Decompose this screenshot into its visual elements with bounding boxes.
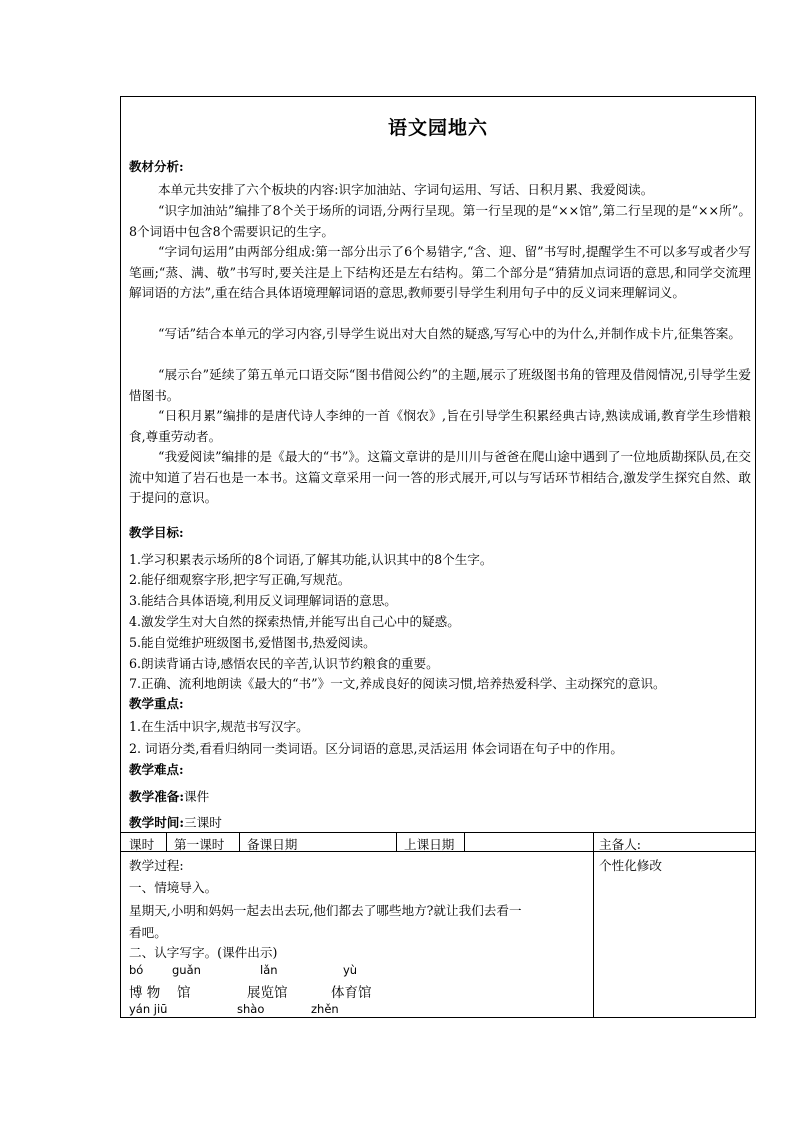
pinyin-shao: shào bbox=[237, 1002, 265, 1016]
analysis-paragraph-1: 本单元共安排了六个板块的内容:识字加油站、字词句运用、写话、日积月累、我爱阅读。 bbox=[157, 182, 654, 197]
key-points-heading: 教学重点: bbox=[129, 696, 184, 711]
goal-item-6: 6.朗读背诵古诗,感悟农民的辛苦,认识节约粮食的重要。 bbox=[129, 656, 439, 671]
key-point-1: 1.在生活中识字,规范书写汉字。 bbox=[129, 719, 309, 734]
analysis-paragraph-4: “写话”结合本单元的学习内容,引导学生说出对大自然的疑惑,写写心中的为什么,并制作成卡片,征集答案。 bbox=[157, 326, 741, 341]
analysis-paragraph-6: “日积月累”编排的是唐代诗人李绅的一首《悯农》,旨在引导学生积累经典古诗,熟读成诵,教育学生珍惜粮食,尊重劳动者。 bbox=[129, 408, 751, 444]
col-divider-2 bbox=[239, 832, 240, 851]
word-tiyuguan: 体育馆 bbox=[331, 985, 372, 1001]
goal-item-1: 1.学习积累表示场所的8个词语,了解其功能,认识其中的8个生字。 bbox=[129, 552, 493, 567]
pinyin-guan: guǎn bbox=[172, 963, 201, 977]
goal-item-4: 4.激发学生对大自然的探索热情,并能写出自己心中的疑惑。 bbox=[129, 614, 460, 629]
goal-item-5: 5.能自觉维护班级图书,爱惜图书,热爱阅读。 bbox=[129, 635, 376, 650]
side-column-label: 个性化修改 bbox=[599, 858, 662, 873]
word-bowu: 博 物 bbox=[129, 985, 161, 1001]
cell-prep-date: 备课日期 bbox=[247, 837, 298, 852]
col-divider-3 bbox=[396, 832, 397, 851]
col-divider-4 bbox=[464, 832, 465, 851]
cell-class-date: 上课日期 bbox=[404, 837, 455, 852]
pinyin-yanjiu: yán jiū bbox=[129, 1002, 168, 1016]
word-guan: 馆 bbox=[177, 985, 191, 1001]
prep-heading: 教学准备: bbox=[129, 789, 185, 804]
key-point-2: 2. 词语分类,看看归纳同一类词语。区分词语的意思,灵活运用 体会词语在句子中的作用。 bbox=[129, 741, 623, 756]
analysis-paragraph-3: “字词句运用”由两部分组成:第一部分出示了6个易错字,“含、迎、留”书写时,提醒学生不可以多写或者少写笔画;“蒸、满、敬”书写时,要关注是上下结构还是左右结构。第二个部分是“猜猜加点词语的意思,和同学交流理解词语的方法”,重在结合具体语境理解词语的意思,教师要引导学生利用句子中的反义词来理解词义。 bbox=[129, 244, 751, 300]
cell-main-preparer: 主备人: bbox=[599, 837, 642, 852]
pinyin-yu: yù bbox=[343, 963, 358, 977]
difficulty-heading: 教学难点: bbox=[129, 762, 184, 777]
analysis-paragraph-7: “我爱阅读”编排的是《最大的“书”》。这篇文章讲的是川川与爸爸在爬山途中遇到了一位地质勘探队员,在交流中知道了岩石也是一本书。这篇文章采用一问一答的形式展开,可以与写话环节相结合,激发学生探究自然、敢于提问的意识。 bbox=[129, 449, 751, 505]
pinyin-lan: lǎn bbox=[260, 963, 278, 977]
col-divider-5 bbox=[593, 832, 594, 1018]
analysis-heading: 教材分析: bbox=[129, 159, 184, 174]
goal-item-3: 3.能结合具体语境,利用反义词理解词语的意思。 bbox=[129, 593, 397, 608]
goal-item-2: 2.能仔细观察字形,把字写正确,写规范。 bbox=[129, 572, 351, 587]
process-intro-line-1: 星期天,小明和妈妈一起去出去玩,他们都去了哪些地方?就让我们去看一 bbox=[129, 903, 522, 918]
analysis-paragraph-5: “展示台”延续了第五单元口语交际“图书借阅公约”的主题,展示了班级图书角的管理及借阅情况,引导学生爱惜图书。 bbox=[129, 367, 751, 403]
analysis-paragraph-2: “识字加油站”编排了8个关于场所的词语,分两行呈现。第一行呈现的是“××馆”,第二行呈现的是“××所”。8个词语中包含8个需要识记的生字。 bbox=[129, 203, 751, 239]
goal-item-7: 7.正确、流利地朗读《最大的“书”》一文,养成良好的阅读习惯,培养热爱科学、主动探究的意识。 bbox=[129, 676, 666, 691]
col-divider-1 bbox=[166, 832, 167, 851]
time-value: 三课时 bbox=[184, 815, 222, 830]
pinyin-zhen: zhěn bbox=[311, 1002, 339, 1016]
schedule-row-top-rule bbox=[121, 832, 755, 833]
page-title: 语文园地六 bbox=[387, 117, 488, 139]
pinyin-bo: bó bbox=[129, 963, 144, 977]
prep-line bbox=[129, 786, 209, 805]
cell-class-label: 课时 bbox=[129, 837, 155, 852]
word-zhanlanguan: 展览馆 bbox=[247, 985, 288, 1001]
process-step-1: 一、情境导入。 bbox=[129, 880, 218, 895]
time-heading: 教学时间: bbox=[129, 815, 185, 830]
goals-heading: 教学目标: bbox=[129, 525, 184, 540]
process-step-2: 二、认字写字。(课件出示) bbox=[129, 945, 278, 960]
lesson-plan-table bbox=[120, 96, 756, 1018]
cell-first-period: 第一课时 bbox=[174, 837, 225, 852]
prep-value: 课件 bbox=[184, 789, 210, 804]
process-intro-line-2: 看吧。 bbox=[129, 925, 167, 940]
process-heading: 教学过程: bbox=[129, 858, 184, 873]
time-line bbox=[129, 812, 222, 831]
